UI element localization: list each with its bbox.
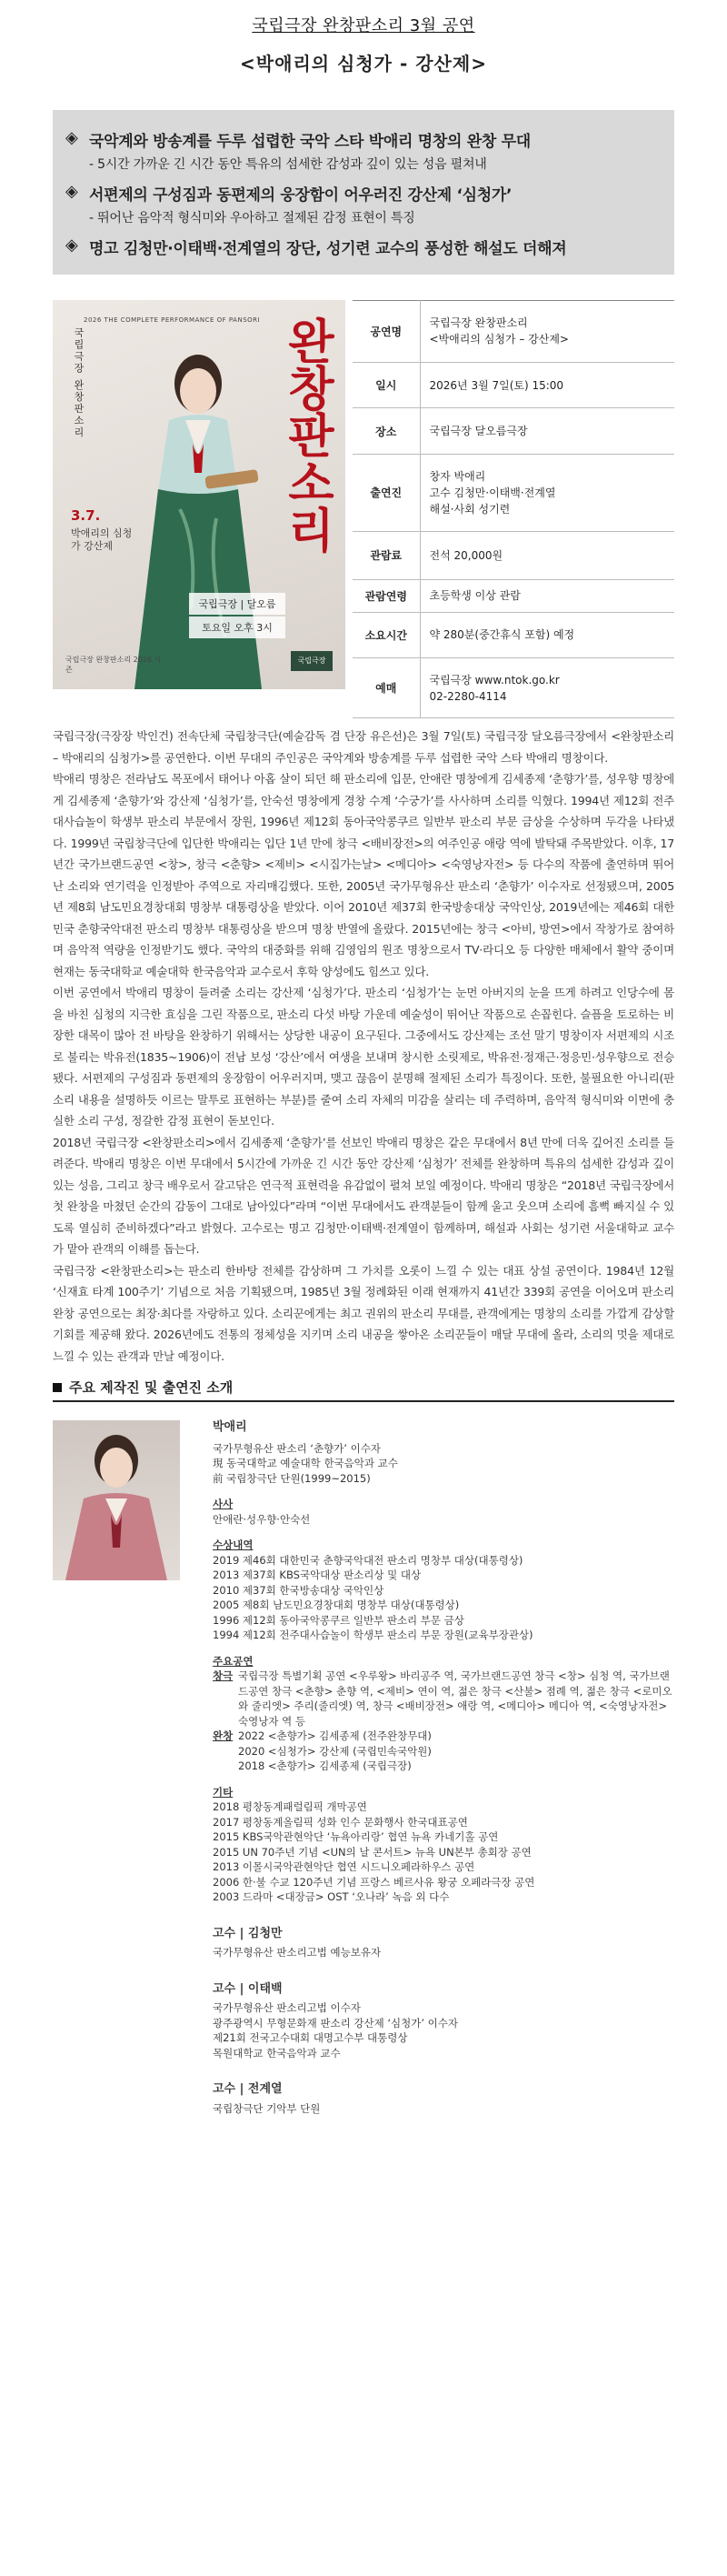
role-row: 완창 2022 <춘향가> 김세종제 (전주완창무대)	[213, 1729, 432, 1742]
award-item: 1994 제12회 전주대사습놀이 학생부 판소리 부문 장원(교육부장관상)	[213, 1629, 533, 1641]
drummer-profile: 고수 | 김청만 국가무형유산 판소리고법 예능보유자	[213, 1927, 674, 1960]
facts-value: 전석 20,000원	[420, 531, 674, 579]
article-paragraph: 국립극장 <완창판소리>는 판소리 한바탕 전체를 감상하며 그 가치를 오롯이 느낄 수 있는 대표 상설 공연이다. 1984년 12월 ‘신재효 타계 100주기’ 기념으로 처음 기획됐으며, 1985년 3월 정례화된 이래 현재까지 41년간 339회 공연을 이어오며 판소리 완창 공연으로는 최장·최다를 자랑하고 있다. 소리꾼에게는 최고 권위의 판소리 무대를, 관객에게는 명창의 소리를 가깝게 감상할 기회를 제공해 왔다. 2026년에도 전통의 정체성을 지키며 소리 내공을 쌓아온 소리꾼들이 매달 무대에 올라, 소리의 멋을 제대로 느낄 수 있는 관객과 만날 예정이다.	[53, 1263, 674, 1363]
poster-vertical-text: 국립극장 완창판소리	[73, 327, 85, 439]
performances-heading: 주요공연	[213, 1654, 254, 1668]
etc-item: 2015 KBS국악관현악단 ‘뉴욕아리랑’ 협연 뉴욕 카네기홀 공연	[213, 1830, 499, 1843]
profile-figure-illustration	[53, 1420, 180, 1580]
facts-table	[353, 300, 674, 718]
facts-label: 공연명	[353, 301, 420, 363]
profile-photo	[53, 1420, 180, 1580]
poster-top-text: 2026 THE COMPLETE PERFORMANCE OF PANSORI	[84, 316, 261, 324]
etc-item: 2013 이몰시국악관현악단 협연 시드니오페라하우스 공연	[213, 1860, 475, 1873]
poster-venue: 국립극장 | 달오름	[189, 593, 285, 615]
article-paragraph: 2018년 국립극장 <완창판소리>에서 김세종제 ‘춘향가’를 선보인 박애리 명창은 같은 무대에서 8년 만에 더욱 깊어진 소리를 들려준다. 박애리 명창은 이번 무대에서 5시간에 가까운 긴 시간 동안 강산제 ‘심청가’ 전체를 완창하며 특유의 섬세한 감성과 깊이 있는 성음, 그리고 창극 배우로서 갈고닦은 연극적 표현력을 유감없이 펼쳐 보일 예정이다. 박애리 명창은 “2018년 국립극장에서 첫 완창을 마쳤던 순간의 감동이 그대로 남아있다”라며 “이번 무대에서도 관객분들이 함께 울고 웃으며 소리에 흠뻑 빠지실 수 있도록 열심히 준비하겠다”라고 밝혔다. 고수로는 명고 김청만·이태백·전계열이 함께하며, 해설과 사회는 성기련 서울대학교 교수가 맡아 관객의 이해를 돕는다.	[53, 1135, 674, 1256]
facts-row	[353, 362, 674, 408]
facts-value: 창자 박애리 고수 김청만·이태백·전계열 해설·사회 성기련	[420, 455, 674, 532]
person-profile	[53, 1420, 674, 1905]
article-paragraph: 박애리 명창은 전라남도 목포에서 태어나 아홉 살이 되던 해 판소리에 입문, 안애란 명창에게 김세종제 ‘춘향가’를, 성우향 명창에게 김세종제 ‘춘향가’와 강산제 ‘심청가’를, 안숙선 명창에게 경창 수계 ‘수궁가’를 사사하며 소리를 익혔다. 1994년 제12회 전주대사습놀이 학생부 판소리 부문에서 장원, 1996년 제12회 동아국악콩쿠르 일반부 판소리 부문 금상을 수상하며 두각을 나타냈다. 1999년 국립창극단에 입단한 박애리는 입단 1년 만에 창극 <배비장전>의 여주인공 애랑 역에 발탁돼 주목받았다. 이후, 17년간 국가브랜드공연 <창>, 창극 <춘향> <제비> <시집가는날> <메디아> <숙영낭자전> 등 다수의 작품에 출연하며 뛰어난 소리와 연기력을 인정받아 주역으로 자리매김했다. 또한, 2005년 국가무형유산 판소리 ‘춘향가’ 이수자로 선정됐으며, 2005년 제8회 남도민요경창대회 명창부 대통령상을 받았다. 이어 2010년 제37회 한국방송대상 국악인상, 2019년에는 제46회 대한민국 춘향국악대전 판소리 명창부 대통령상을 받으며 명창 반열에 올랐다. 2015년에는 창극 <아비, 방연>에서 작창가로 참여하며 음악적 역량을 인정받기도 했다. 국악의 대중화를 위해 김영임의 원조 명창으로서 TV·라디오 등 다양한 매체에서 활약 중이며 현재는 동국대학교 예술대학 한국음악과 교수로서 후학 양성에도 힘쓰고 있다.	[53, 772, 674, 978]
award-item: 2005 제8회 남도민요경창대회 명창부 대상(대통령상)	[213, 1599, 460, 1611]
facts-label: 출연진	[353, 455, 420, 532]
drummer-name: 고수 | 이태백	[213, 1981, 283, 1996]
role-row: 창극 국립극장 특별기획 공연 <우루왕> 바리공주 역, 국가브랜드공연 창극 <창> 심청 역, 국가브랜드공연 창극 <춘향> 춘향 역, <제비> 연이 역, 젊은 창극 <산불> 점례 역, 젊은 창극 <로미오와 줄리엣> 주리(줄리엣) 역, 창극 <배비장전> 애랑 역, <메디아> 메디아 역, <숙영낭자전> 숙영낭자 역 등	[213, 1669, 672, 1728]
awards-heading: 수상내역	[213, 1539, 254, 1551]
facts-row	[353, 612, 674, 658]
drummer-name: 고수 | 김청만	[213, 1926, 283, 1940]
header-title: <박애리의 심청가 - 강산제>	[240, 53, 487, 75]
header-supertitle: 국립극장 완창판소리 3월 공연	[252, 16, 475, 35]
article-body	[53, 726, 674, 1367]
highlight-item	[65, 182, 662, 226]
etc-item: 2015 UN 70주년 기념 <UN의 날 콘서트> 뉴욕 UN본부 총회장 공연	[213, 1845, 532, 1859]
facts-label: 예매	[353, 658, 420, 718]
performance-info	[53, 300, 674, 718]
award-item: 1996 제12회 동아국악콩쿠르 일반부 판소리 부문 금상	[213, 1613, 464, 1627]
facts-row	[353, 408, 674, 455]
etc-heading: 기타	[213, 1785, 234, 1799]
highlight-sub: - 5시간 가까운 긴 시간 동안 특유의 섬세한 감성과 깊이 있는 성음 펼쳐내	[89, 157, 487, 172]
highlight-item	[65, 128, 662, 173]
drummer-profile: 고수 | 전계열 국립창극단 기악부 단원	[213, 2082, 674, 2116]
article-paragraph: 국립극장(극장장 박인건) 전속단체 국립창극단(예술감독 겸 단장 유은선)은 3월 7일(토) 국립극장 달오름극장에서 <완창판소리 – 박애리의 심청가>를 공연한다. 이번 무대의 주인공은 국악계와 방송계를 두루 섭렵한 국악 스타 박애리 명창이다.	[53, 729, 674, 765]
etc-item: 2006 한·불 수교 120주년 기념 프랑스 베르사유 왕궁 오페라극장 공연	[213, 1875, 535, 1889]
diamond-bullet-icon: ◈	[65, 182, 78, 201]
facts-value: 약 280분(중간휴식 포함) 예정	[420, 612, 674, 658]
etc-item: 2018 평창동계패럴림픽 개막공연	[213, 1800, 367, 1813]
poster-footer: 국립극장 완창판소리 2026 시즌	[65, 656, 162, 674]
poster-date: 3.7.	[71, 507, 101, 524]
diamond-bullet-icon: ◈	[65, 236, 78, 255]
drummer-profile: 고수 | 이태백 국가무형유산 판소리고법 이수자 광주광역시 무형문화재 판소리 강산제 ‘심청가’ 이수자 제21회 전국고수대회 대명고수부 대통령상 목원대학교 한국음악과 교수	[213, 1982, 674, 2061]
facts-label: 일시	[353, 362, 420, 408]
facts-value: 국립극장 www.ntok.go.kr 02-2280-4114	[420, 658, 674, 718]
highlight-text: 국악계와 방송계를 두루 섭렵한 국악 스타 박애리 명창의 완창 무대	[89, 133, 531, 151]
poster-logo: 국립극장	[291, 651, 333, 671]
facts-label: 관람료	[353, 531, 420, 579]
award-item: 2019 제46회 대한민국 춘향국악대전 판소리 명창부 대상(대통령상)	[213, 1553, 523, 1567]
facts-row	[353, 301, 674, 363]
facts-label: 관람연령	[353, 579, 420, 612]
facts-row	[353, 455, 674, 532]
poster-title: 완창판소리	[279, 316, 334, 553]
square-bullet-icon	[53, 1383, 62, 1392]
teachers: 안애란·성우향·안숙선	[213, 1512, 311, 1526]
highlight-text: 명고 김청만·이태백·전계열의 장단, 성기련 교수의 풍성한 해설도 더해져	[89, 240, 567, 258]
highlight-item	[65, 236, 662, 258]
facts-value: 초등학생 이상 관람	[420, 579, 674, 612]
header	[53, 0, 674, 75]
facts-value: 국립극장 달오름극장	[420, 408, 674, 455]
drummer-name: 고수 | 전계열	[213, 2082, 283, 2096]
award-item: 2013 제37회 KBS국악대상 판소리상 및 대상	[213, 1569, 422, 1581]
facts-value: 2026년 3월 7일(토) 15:00	[420, 362, 674, 408]
profile-name: 박애리	[213, 1420, 247, 1434]
etc-item: 2003 드라마 <대장금> OST ‘오나라’ 녹음 외 다수	[213, 1890, 450, 1903]
teacher-heading: 사사	[213, 1498, 234, 1510]
highlight-box	[53, 110, 674, 275]
facts-row	[353, 658, 674, 718]
facts-row	[353, 531, 674, 579]
award-item: 2010 제37회 한국방송대상 국악인상	[213, 1583, 384, 1597]
facts-value: 국립극장 완창판소리 <박애리의 심청가 – 강산제>	[420, 301, 674, 363]
poster-image	[53, 300, 345, 689]
etc-item: 2017 평창동계올림픽 성화 인수 문화행사 한국대표공연	[213, 1815, 468, 1829]
diamond-bullet-icon: ◈	[65, 128, 78, 147]
facts-row	[353, 579, 674, 612]
poster-time: 토요일 오후 3시	[189, 616, 285, 638]
poster-subtitle: 박애리의 심청가 강산제	[71, 527, 133, 552]
article-paragraph: 이번 공연에서 박애리 명창이 들려줄 소리는 강산제 ‘심청가’다. 판소리 ‘심청가’는 눈먼 아버지의 눈을 뜨게 하려고 인당수에 몸을 바친 심청의 지극한 효심을 그린 작품으로, 판소리 다섯 바탕 가운데 예술성이 뛰어난 작품으로 손꼽힌다. 슬픔을 토로하는 비장한 대목이 많아 전 바탕을 완창하기 위해서는 상당한 내공이 요구된다. 그중에서도 강산제는 조선 말기 명창이자 서편제의 시조로 불리는 박유전(1835~1906)이 전남 보성 ‘강산’에서 여생을 보내며 창시한 소릿제로, 박유전·정재근·정응민·성우향으로 전승됐다. 서편제의 구성짐과 동편제의 웅장함이 어우러지며, 맺고 끊음이 분명해 절제된 소리가 특징이다. 또한, 불필요한 아니리(판소리 내용을 설명하듯 이르는 말투로 표현하는 부분)를 줄여 소리 자체의 미감을 살리는 데 주력하며, 음악적 형식미와 이면에 충실한 소리 구성, 정갈한 감정 표현이 돋보인다.	[53, 986, 674, 1128]
facts-label: 장소	[353, 408, 420, 455]
profile-details: 박애리 국가무형유산 판소리 ‘춘향가’ 이수자 現 동국대학교 예술대학 한국음악과 교수 前 국립창극단 단원(1999~2015) 사사 안애란·성우향·안숙선 수상내역 2019 제46회 대한민국 춘향국악대전 판소리 명창부 대상(대통령상) 2013 제37회 KBS국악대상 판소리상 및 대상 2010 제37회 한국방송대상 국악인상 2005 제8회 남도민요경창대회 명창부 대상(대통령상) 1996 제12회 동아국악콩쿠르 일반부 판소리 부문 금상 1994 제12회 전주대사습놀이 학생부 판소리 부문 장원(교육부장관상) 주요공연 창극 국립극장 특별기획 공연 <우루왕> 바리공주 역, 국가브랜드공연 창극 <창> 심청 역, 국가브랜드공연 창극 <춘향> 춘향 역, <제비> 연이 역, 젊은 창극 <산불> 점례 역, 젊은 창극 <로미오와 줄리엣> 주리(줄리엣) 역, 창극 <배비장전> 애랑 역, <메디아> 메디아 역, <숙영낭자전> 숙영낭자 역 등 완창 2022 <춘향가> 김세종제 (전주완창무대) 2020 <심청가> 강산제 (국립민속국악원) 2018 <춘향가> 김세종제 (국립극장) 기타 2018 평창동계패럴림픽 개막공연 2017 평창동계올림픽 성화 인수 문화행사 한국대표공연 2015 KBS국악관현악단 ‘뉴욕아리랑’ 협연 뉴욕 카네기홀 공연 2015 UN 70주년 기념 <UN의 날 콘서트> 뉴욕 UN본부 총회장 공연 2013 이몰시국악관현악단 협연 시드니오페라하우스 공연 2006 한·불 수교 120주년 기념 프랑스 베르사유 왕궁 오페라극장 공연 2003 드라마 <대장금> OST ‘오나라’ 녹음 외 다수	[213, 1420, 674, 1905]
highlight-text: 서편제의 구성짐과 동편제의 웅장함이 어우러진 강산제 ‘심청가’	[89, 186, 513, 205]
highlight-sub: - 뛰어난 음악적 형식미와 우아하고 절제된 감정 표현이 특징	[89, 211, 415, 226]
drummer-profiles	[213, 1927, 674, 2117]
facts-label: 소요시간	[353, 612, 420, 658]
section-title: 주요 제작진 및 출연진 소개	[53, 1378, 674, 1402]
